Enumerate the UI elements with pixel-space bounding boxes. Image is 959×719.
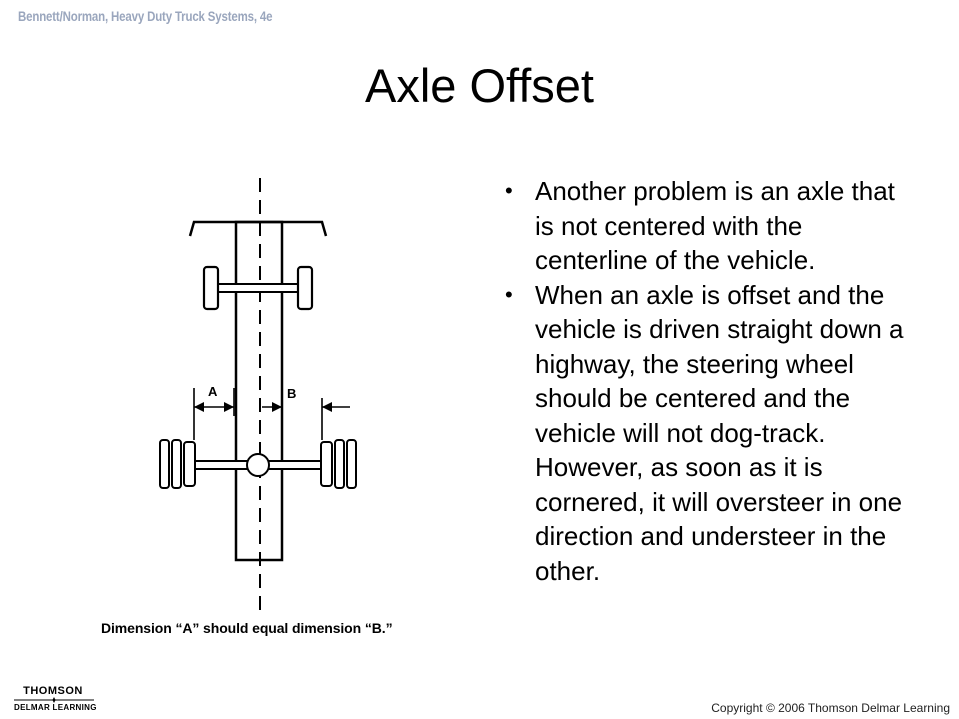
logo-bottom-text: DELMAR LEARNING xyxy=(14,703,97,712)
rear-right-duals xyxy=(321,440,356,488)
front-axle xyxy=(212,284,304,292)
bullet-list xyxy=(500,174,920,588)
diagram-caption: Dimension “A” should equal dimension “B.” xyxy=(101,620,393,636)
front-left-wheel xyxy=(204,267,218,309)
front-right-wheel xyxy=(298,267,312,309)
label-b: B xyxy=(287,386,297,401)
logo-top-text: THOMSON xyxy=(23,685,83,697)
bullet-text: When an axle is offset and the vehicle is driven straight down a highway, the steering wheel should be centered and the vehicle will not dog-track. However, as soon as it is cornered, it will oversteer in one direction and understeer in the other. xyxy=(535,279,904,586)
dimension-a-arrowhead xyxy=(224,402,234,412)
label-a: A xyxy=(208,384,218,399)
axle-offset-diagram xyxy=(150,178,370,618)
bullet-text: Another problem is an axle that is not centered with the centerline of the vehicle. xyxy=(535,176,895,275)
dimension-a-arrowhead xyxy=(194,402,204,412)
slide-title: Axle Offset xyxy=(364,59,594,112)
thomson-logo xyxy=(14,686,104,714)
dimension-b-arrowhead xyxy=(322,402,332,412)
copyright-notice: Copyright © 2006 Thomson Delmar Learning xyxy=(711,701,950,715)
rear-left-duals xyxy=(160,440,195,488)
bullet-item xyxy=(500,278,920,589)
dimension-b-arrowhead xyxy=(272,402,282,412)
bullet-dot: • xyxy=(505,178,513,203)
front-bumper xyxy=(190,222,326,236)
differential xyxy=(247,454,269,476)
header-credit: Bennett/Norman, Heavy Duty Truck Systems, 4e xyxy=(18,8,273,24)
bullet-item xyxy=(500,174,920,278)
bullet-dot: • xyxy=(505,281,513,307)
